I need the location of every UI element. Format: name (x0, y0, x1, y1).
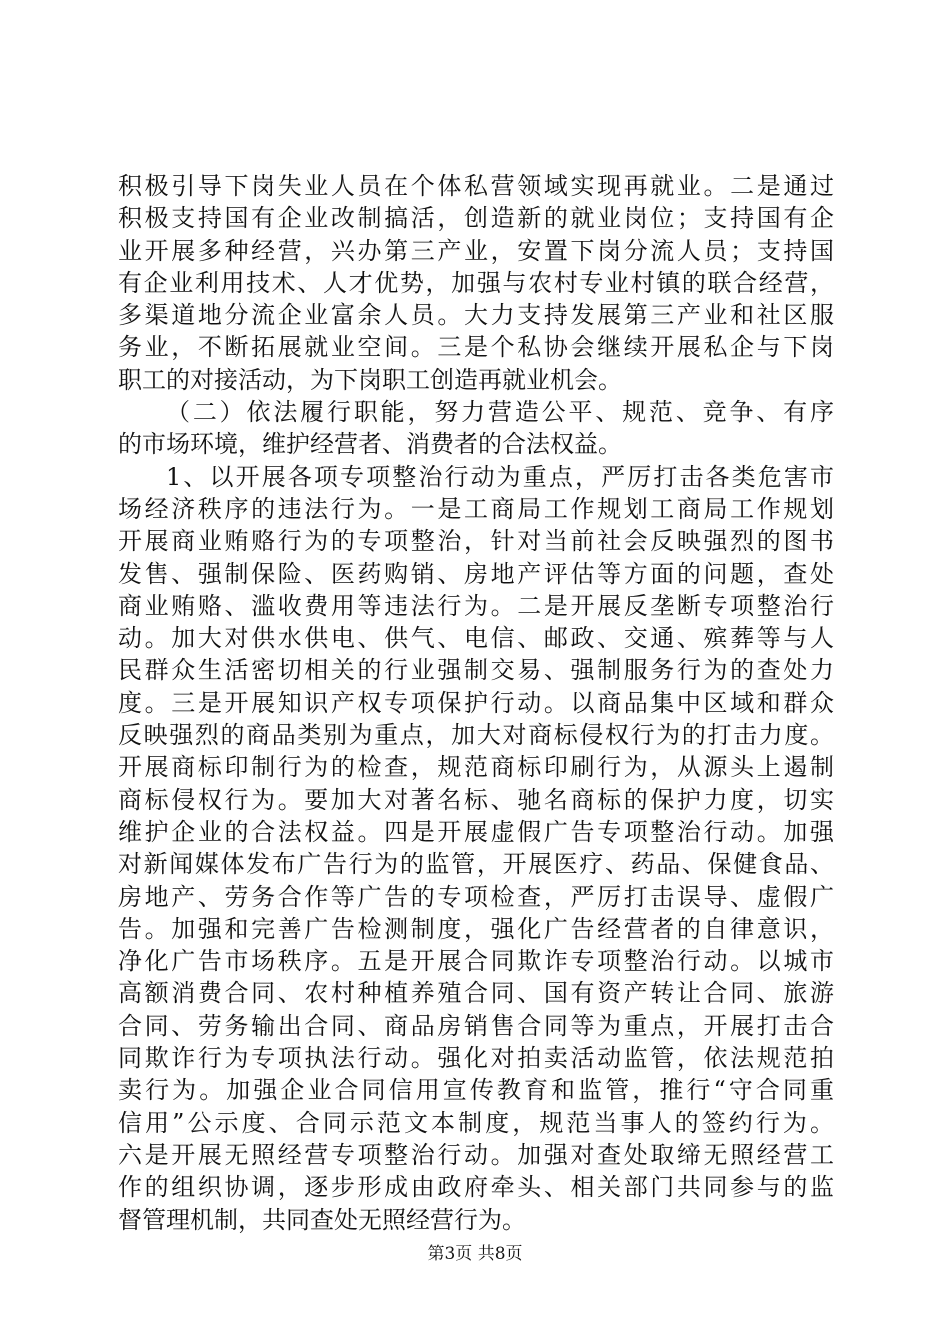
text-line: 度。三是开展知识产权专项保护行动。以商品集中区域和群众 (118, 688, 834, 717)
text-line: 信用”公示度、合同示范文本制度，规范当事人的签约行为。 (118, 1108, 834, 1137)
text-line: 合同、劳务输出合同、商品房销售合同等为重点，开展打击合 (118, 1011, 834, 1040)
page-number-footer: 第3页 共8页 (427, 1244, 523, 1264)
text-line: 同欺诈行为专项执法行动。强化对拍卖活动监管，依法规范拍 (118, 1044, 834, 1073)
text-line: 积极引导下岗失业人员在个体私营领域实现再就业。二是通过 (118, 172, 834, 200)
text-line: 维护企业的合法权益。四是开展虚假广告专项整治行动。加强 (118, 817, 834, 846)
text-line: 高额消费合同、农村种植养殖合同、国有资产转让合同、旅游 (118, 979, 834, 1008)
text-line: 商业贿赂、滥收费用等违法行为。二是开展反垄断专项整治行 (118, 591, 834, 620)
section-heading-line: （二）依法履行职能，努力营造公平、规范、竞争、有序 (166, 398, 834, 427)
section-heading-line: 的市场环境，维护经营者、消费者的合法权益。 (118, 430, 622, 459)
text-line: 职工的对接活动，为下岗职工创造再就业机会。 (118, 365, 622, 394)
text-line: 民群众生活密切相关的行业强制交易、强制服务行为的查处力 (118, 656, 834, 685)
text-line: 作的组织协调，逐步形成由政府牵头、相关部门共同参与的监 (118, 1173, 834, 1202)
text-line: 告。加强和完善广告检测制度，强化广告经营者的自律意识， (118, 914, 834, 943)
text-line: 务业，不断拓展就业空间。三是个私协会继续开展私企与下岗 (118, 333, 834, 362)
text-line: 多渠道地分流企业富余人员。大力支持发展第三产业和社区服 (118, 301, 834, 330)
text-line: 卖行为。加强企业合同信用宣传教育和监管，推行“守合同重 (118, 1076, 834, 1105)
text-line: 净化广告市场秩序。五是开展合同欺诈专项整治行动。以城市 (118, 947, 834, 976)
text-line: 商标侵权行为。要加大对著名标、驰名商标的保护力度，切实 (118, 785, 834, 814)
text-line: 积极支持国有企业改制搞活，创造新的就业岗位；支持国有企 (118, 204, 834, 233)
text-line: 有企业利用技术、人才优势，加强与农村专业村镇的联合经营， (118, 268, 834, 297)
text-line: 对新闻媒体发布广告行为的监管，开展医疗、药品、保健食品、 (118, 850, 834, 879)
text-line: 开展商标印制行为的检查，规范商标印刷行为，从源头上遏制 (118, 753, 834, 782)
text-line: 1、以开展各项专项整治行动为重点，严厉打击各类危害市 (166, 462, 834, 491)
text-line: 动。加大对供水供电、供气、电信、邮政、交通、殡葬等与人 (118, 624, 834, 653)
document-body (118, 170, 834, 1236)
text-line: 房地产、劳务合作等广告的专项检查，严厉打击误导、虚假广 (118, 882, 834, 911)
text-line: 反映强烈的商品类别为重点，加大对商标侵权行为的打击力度。 (118, 721, 834, 750)
text-line: 六是开展无照经营专项整治行动。加强对查处取缔无照经营工 (118, 1140, 834, 1169)
text-line: 开展商业贿赂行为的专项整治，针对当前社会反映强烈的图书 (118, 527, 834, 556)
text-line: 发售、强制保险、医药购销、房地产评估等方面的问题，查处 (118, 559, 834, 588)
text-line: 督管理机制，共同查处无照经营行为。 (118, 1205, 526, 1234)
text-line: 场经济秩序的违法行为。一是工商局工作规划工商局工作规划 (118, 494, 834, 523)
text-line: 业开展多种经营，兴办第三产业，安置下岗分流人员；支持国 (118, 236, 834, 265)
